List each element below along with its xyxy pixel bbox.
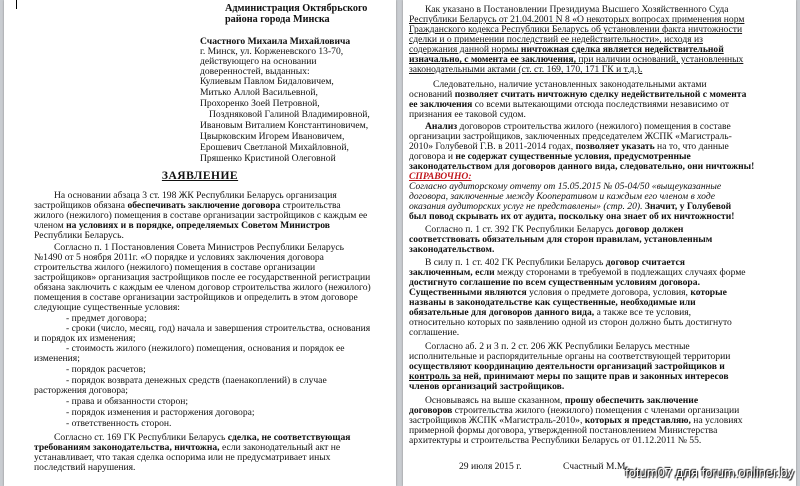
r-para6-line5: членов организаций застройщиков.	[409, 381, 565, 392]
r-para5-line7: относительно которых по заявлению одной из сторон должно быть достигнуто	[409, 317, 732, 328]
para2-line4: застройщиков» организация застройщиков после ее государственной регистрации	[34, 272, 371, 283]
condition-5-cont: расторжения договора;	[34, 385, 128, 396]
r-para6-line3: осуществляют координацию деятельности организаций застройщиков и	[409, 361, 725, 372]
principal-1: Кулиевым Павлом Бидаловичем,	[200, 76, 334, 87]
ref-line4: был повод скрывать их от аудита, поскольку она знает об их ничтожности!	[409, 211, 735, 222]
para3-line3: устанавливает, что такая сделка оспорима или не предусматривает иных	[34, 452, 331, 463]
condition-2: - сроки (число, месяц, год) начала и завершения строительства, основания	[66, 323, 371, 334]
r-para1-line1: Как указано в Постановлении Президиума Высшего Хозяйственного Суда	[425, 4, 729, 15]
condition-5: - порядок возврата денежных средств (паенакоплений) в случае	[66, 375, 327, 386]
r-para7-line1: Основываясь на выше сказанном, прошу обеспечить заключение	[425, 395, 699, 406]
r-para5-line1: В силу п. 1 ст. 402 ГК Республики Беларусь договор считается	[425, 257, 685, 268]
document-title: ЗАЯВЛЕНИЕ	[161, 170, 239, 182]
right-page	[403, 0, 796, 486]
principal-7: Ерошевич Светланой Михайловной,	[200, 142, 349, 153]
r-para3-line5: законодательством для договоров данного вида, следовательно, они ничтожны!	[409, 161, 755, 172]
ref-line3: оказания аудиторских услуг не представлены» (стр. 20). Значит, у Голубевой	[409, 201, 732, 212]
condition-1: - предмет договора;	[66, 313, 147, 324]
r-para7-line2: договоров строительства жилого (нежилого) помещения с членами организации	[409, 405, 740, 416]
r-para1-line3: Гражданского кодекса Республики Беларусь об установлении факта ничтожности	[409, 24, 743, 35]
condition-7: - порядок изменения и расторжения договора;	[66, 407, 255, 418]
para1-line5: Республики Беларусь.	[34, 230, 124, 241]
condition-2-cont: и порядок их изменения;	[34, 333, 136, 344]
acting-basis: действующего на основании доверенностей, выданных:	[200, 56, 317, 78]
principal-5: Ивановым Виталием Константиновичем,	[200, 120, 369, 131]
ref-line1: Согласно аудиторскому отчету от 15.05.2015 № 05-04/50 «выщеуказанные	[409, 181, 722, 192]
recipient-org: Администрация Октябрьского района города Минска	[225, 3, 368, 25]
condition-3-cont: изменения;	[34, 353, 80, 364]
principal-3: Прохоренко Зоей Петровной,	[200, 98, 320, 109]
r-para4-line1: Согласно п. 1 ст. 392 ГК Республики Беларусь договор должен	[425, 224, 684, 235]
r-para2-line4: признания ее таковой судом.	[409, 109, 526, 120]
para1-line1: На основании абзаца 3 ст. 198 ЖК Республики Беларусь организация	[54, 190, 337, 201]
r-para1-line2: Республики Беларусь от 21.04.2001 N 8 «О некоторых вопросах применения норм	[409, 14, 745, 25]
para2-line1: Согласно п. 1 Постановления Совета Министров Республики Беларусь	[54, 242, 345, 253]
r-para6-line2: исполнительные и распорядительные органы на соответствующей территории	[409, 351, 731, 362]
para1-line2: застройщиков обязана обеспечивать заключение договора строительства	[34, 200, 341, 211]
r-para3-line3: 2010» Голубевой Г.В. в 2011-2014 годах, позволяет указать на то, что данные	[409, 141, 729, 152]
r-para5-line2: заключенным, если между сторонами в требуемой в подлежащих случаях форме	[409, 267, 746, 278]
signer-name: Счастный М.М.	[563, 461, 628, 472]
para2-line3: строительства жилого (нежилого) помещения в составе организации	[34, 262, 316, 273]
r-para6-line4: контроль за ней, принимают меры по защите прав и законных интересов	[409, 371, 729, 382]
r-para7-line4: примерной формы договора, утвержденной постановлением Министерства	[409, 425, 718, 436]
para2-line5: обязана заключить с каждым ее членом договор строительства жилого (нежилого)	[34, 282, 371, 293]
r-para1-line7: законодательными актами (ст. ст. 169, 170, 171 ГК и т.д.).	[409, 64, 643, 75]
principal-4: Поздняковой Галиной Владимировной,	[209, 109, 370, 120]
r-para2-line2: оснований позволяет считать ничтожную сделку недействительной с момента	[409, 89, 747, 100]
condition-3: - стоимость жилого (нежилого) помещения, основания и порядок ее	[66, 343, 345, 354]
r-para4-line2: соответствовать обязательным для сторон правилам, установленным	[409, 234, 713, 245]
left-page	[4, 0, 396, 486]
r-para3-line4: договора и не содержат существенные условия, предусмотренные	[409, 151, 691, 162]
r-para5-line3: достигнуто соглашение по всем существенным условиям договора.	[409, 277, 700, 288]
principal-2: Митько Аллой Васильевной,	[200, 87, 318, 98]
para3-line1: Согласно ст. 169 ГК Республики Беларусь сделка, не соответствующая	[54, 432, 351, 443]
r-para3-line2: организации застройщиков, заключенных председателем ЖСПК «Магистраль-	[409, 131, 732, 142]
para2-line6: помещения в составе организации застройщиков и определить в этом договоре	[34, 292, 358, 303]
r-para7-line3: застройщиков ЖСПК «Магистраль-2010», которых я представляю, на условиях	[409, 415, 743, 426]
para2-line2: №1490 от 5 ноября 2011г. «О порядке и условиях заключения договора	[34, 252, 324, 263]
ref-line2: договора, заключенные между Кооперативом и каждым его членом в ходе	[409, 191, 716, 202]
principal-8: Пряшенко Кристиной Олеговной	[200, 153, 336, 164]
principal-6: Цвырковским Игорем Ивановичем,	[200, 131, 345, 142]
r-para6-line1: Согласно аб. 2 и 3 п. 2 ст. 206 ЖК Республики Беларусь местные	[425, 341, 690, 352]
para2-line7: следующие существенные условия:	[34, 302, 180, 313]
r-para3-line1: Анализ договоров строительства жилого (нежилого) помещения в составе	[425, 121, 731, 132]
para1-line4: членом на условиях и в порядке, определяемых Советом Министров	[34, 220, 330, 231]
r-para5-line4: Существенными являются условия о предмете договора, условия, которые	[409, 287, 727, 298]
watermark: fotum07 для forum.onliner.by	[625, 465, 794, 480]
condition-6: - права и обязанности сторон;	[66, 396, 189, 407]
reference-label: СПРАВОЧНО:	[409, 171, 472, 182]
r-para4-line3: законодательством.	[409, 244, 495, 255]
r-para5-line6: обязательные для договоров данного вида, а также все те условия,	[409, 307, 692, 318]
r-para5-line8: соглашение.	[409, 327, 460, 338]
sender-name: Счастного Михаила Михайловича	[200, 36, 351, 47]
text-cursor	[16, 0, 17, 9]
r-para7-line5: архитектуры и строительства Республики Беларусь от 01.12.2011 № 55.	[409, 435, 702, 446]
condition-4: - порядок расчетов;	[66, 364, 146, 375]
condition-8: - ответственность сторон.	[66, 418, 172, 429]
r-para1-line6: изначально, с момента ее заключения, при наличии оснований, установленных	[409, 54, 744, 65]
r-para2-line3: ее заключения со всеми вытекающими отсюда последствиями независимо от	[409, 99, 729, 110]
r-para1-line4: сделки и о применении последствий ее недействительности», исходя из	[409, 34, 703, 45]
document-date: 29 июля 2015 г.	[459, 461, 522, 472]
para3-line4: последствий нарушения.	[34, 462, 136, 473]
r-para1-line5: содержания данной нормы ничтожная сделка является недействительной	[409, 44, 724, 55]
para1-line3: жилого (нежилого) помещения в составе организации застройщиков с каждым ее	[34, 210, 368, 221]
r-para2-line1: Следовательно, наличие установленных законодательными актами	[433, 79, 707, 90]
r-para5-line5: названы в законодательстве как существенные, необходимые или	[409, 297, 696, 308]
para3-line2: требованиям законодательства, ничтожна, если законодательный акт не	[34, 442, 341, 453]
sender-address: г. Минск, ул. Корженевского 13-70,	[200, 46, 344, 57]
